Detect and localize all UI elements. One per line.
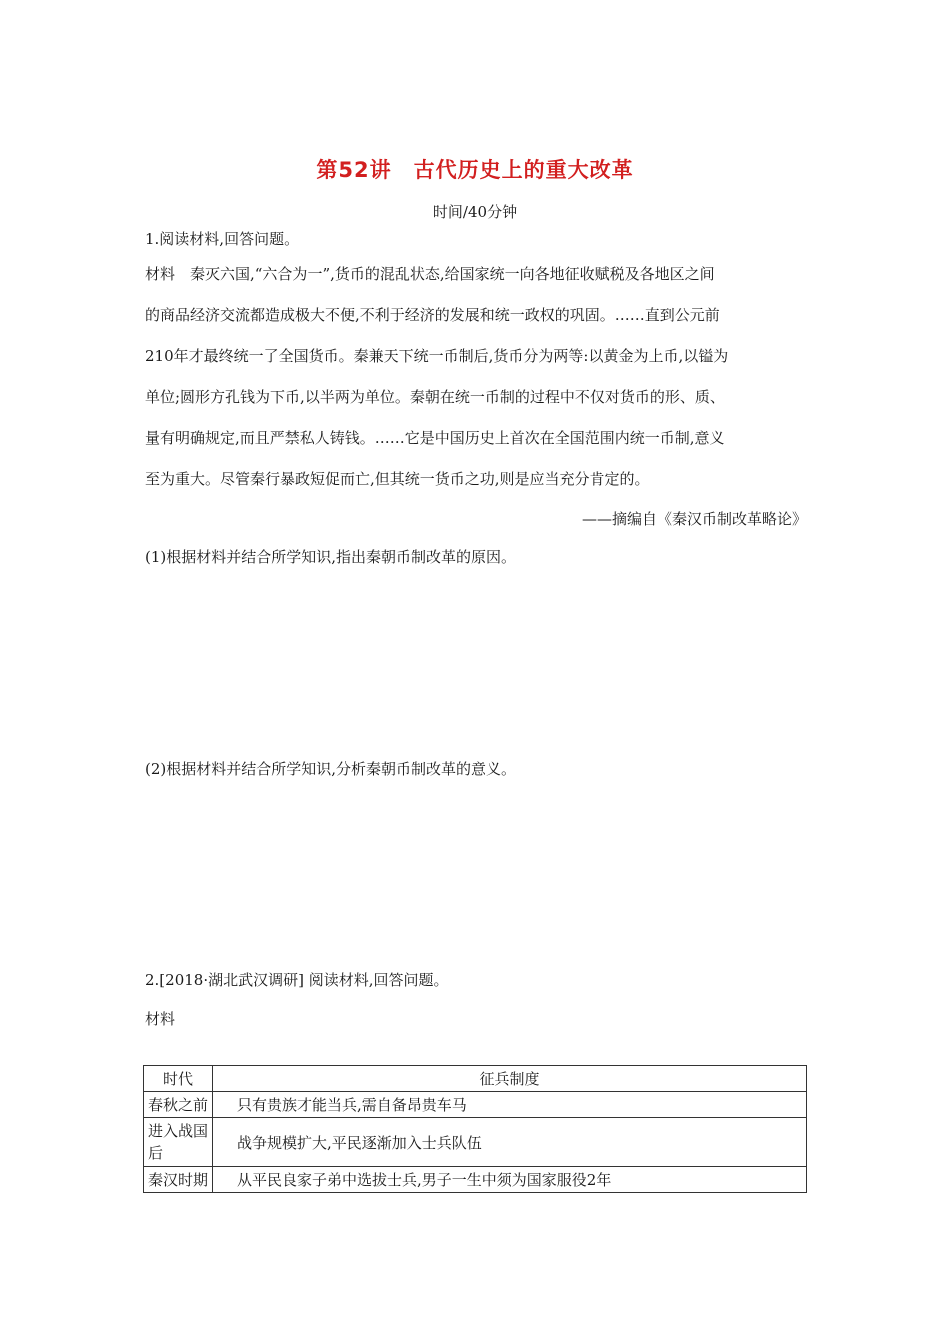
material-line: 材料 秦灭六国,“六合为一”,货币的混乱状态,给国家统一向各地征收赋税及各地区之间 [145, 265, 715, 283]
q1-material [145, 254, 807, 500]
time-limit: 时间/40分钟 [432, 203, 518, 221]
material-line: 至为重大。尽管秦行暴政短促而亡,但其统一货币之功,则是应当充分肯定的。 [145, 470, 650, 488]
q1-subquestion-2: (2)根据材料并结合所学知识,分析秦朝币制改革的意义。 [145, 760, 517, 778]
q1-stem: 1.阅读材料,回答问题。 [145, 230, 300, 248]
table-header-row [144, 1066, 807, 1092]
table-header-era: 时代 [144, 1066, 213, 1092]
lecture-name: 古代历史上的重大改革 [413, 158, 634, 182]
material-source: ——摘编自《秦汉币制改革略论》 [581, 510, 807, 528]
q2-material-label: 材料 [145, 1010, 176, 1028]
table-cell-system: 战争规模扩大,平民逐渐加入士兵队伍 [213, 1118, 807, 1167]
table-cell-system: 只有贵族才能当兵,需自备昂贵车马 [213, 1092, 807, 1118]
table-cell-era: 秦汉时期 [144, 1167, 213, 1193]
table-row [144, 1092, 807, 1118]
table-cell-system: 从平民良家子弟中选拔士兵,男子一生中须为国家服役2年 [213, 1167, 807, 1193]
material-line: 量有明确规定,而且严禁私人铸钱。……它是中国历史上首次在全国范围内统一币制,意义 [145, 429, 725, 447]
table-header-system: 征兵制度 [213, 1066, 807, 1092]
material-line: 的商品经济交流都造成极大不便,不利于经济的发展和统一政权的巩固。……直到公元前 [145, 306, 720, 324]
material-line: 210年才最终统一了全国货币。秦兼天下统一币制后,货币分为两等:以黄金为上币,以镒为 [145, 347, 729, 365]
conscription-table [143, 1065, 807, 1193]
q2-stem: 2.[2018·湖北武汉调研] 阅读材料,回答问题。 [145, 971, 449, 989]
lecture-number: 第52讲 [316, 158, 392, 182]
lecture-title [0, 154, 950, 184]
table-row [144, 1118, 807, 1167]
q1-subquestion-1: (1)根据材料并结合所学知识,指出秦朝币制改革的原因。 [145, 548, 517, 566]
material-line: 单位;圆形方孔钱为下币,以半两为单位。秦朝在统一币制的过程中不仅对货币的形、质、 [145, 388, 725, 406]
table-row [144, 1167, 807, 1193]
table-cell-era: 春秋之前 [144, 1092, 213, 1118]
table-cell-era: 进入战国后 [144, 1118, 213, 1167]
